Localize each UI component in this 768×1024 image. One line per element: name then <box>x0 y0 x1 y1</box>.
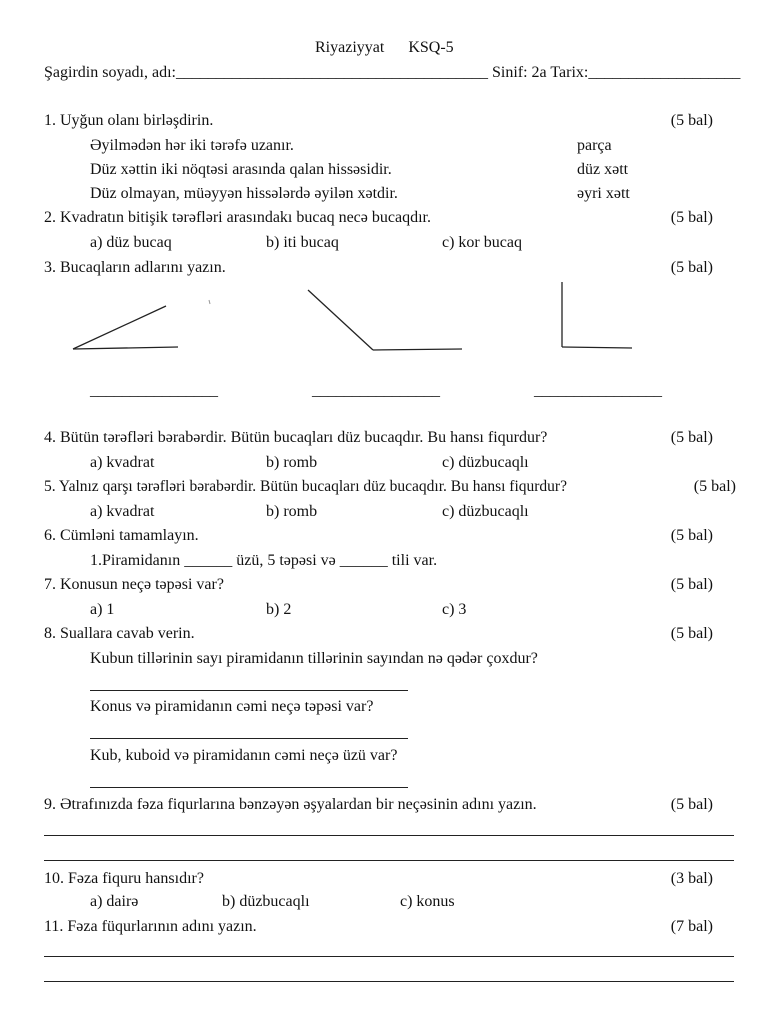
option-b[interactable]: b) 2 <box>266 601 292 618</box>
question-5-text: 5. Yalnız qarşı tərəfləri bərabərdir. Bütün bucaqları düz bucaqdır. Bu hansı fiqurdur? <box>44 478 567 495</box>
option-c[interactable]: c) düzbucaqlı <box>442 503 529 520</box>
option-a[interactable]: a) düz bucaq <box>90 234 172 251</box>
match-left-item[interactable]: Düz olmayan, müəyyən hissələrdə əyilən xətdir. <box>90 185 398 202</box>
match-right-item[interactable]: parça <box>577 137 612 154</box>
obtuse-angle-figure <box>308 290 462 350</box>
answer-line[interactable] <box>90 738 408 739</box>
question-3-text: 3. Bucaqların adlarını yazın. <box>44 259 226 276</box>
student-info-line[interactable]: Şagirdin soyadı, adı:_______________________________________ Sinif: 2a Tarix:___________________ <box>44 64 741 81</box>
question-4-text: 4. Bütün tərəfləri bərabərdir. Bütün bucaqları düz bucaqdır. Bu hansı fiqurdur? <box>44 429 548 446</box>
question-10-points: (3 bal) <box>670 870 713 887</box>
match-right-item[interactable]: düz xətt <box>577 161 629 178</box>
question-2-text: 2. Kvadratın bitişik tərəfləri arasındakı bucaq necə bucaqdır. <box>44 209 431 226</box>
match-right-item[interactable]: əyri xətt <box>577 185 630 202</box>
answer-line[interactable] <box>44 860 734 861</box>
answer-blank[interactable]: ________________ <box>90 382 218 399</box>
sub-question: Kub, kuboid və piramidanın cəmi neçə üzü var? <box>90 747 398 764</box>
option-a[interactable]: a) dairə <box>90 893 139 910</box>
acute-angle-figure <box>73 306 178 349</box>
question-6-points: (5 bal) <box>670 527 713 544</box>
match-left-item[interactable]: Düz xəttin iki nöqtəsi arasında qalan hissəsidir. <box>90 161 392 178</box>
sub-question: Konus və piramidanın cəmi neçə təpəsi var? <box>90 698 374 715</box>
question-2-points: (5 bal) <box>670 209 713 226</box>
question-10-text: 10. Fəza fiquru hansıdır? <box>44 870 204 887</box>
question-7-text: 7. Konusun neçə təpəsi var? <box>44 576 224 593</box>
question-11-points: (7 bal) <box>670 918 713 935</box>
question-9-text: 9. Ətrafınızda fəza fiqurlarına bənzəyən əşyalardan bir neçəsinin adını yazın. <box>44 796 537 813</box>
option-b[interactable]: b) iti bucaq <box>266 234 339 251</box>
question-3-points: (5 bal) <box>670 259 713 276</box>
question-7-points: (5 bal) <box>670 576 713 593</box>
page-title: Riyaziyyat KSQ-5 <box>315 39 454 56</box>
answer-line[interactable] <box>44 835 734 836</box>
answer-line[interactable] <box>44 981 734 982</box>
question-1-points: (5 bal) <box>670 112 713 129</box>
answer-line[interactable] <box>90 787 408 788</box>
answer-blank[interactable]: ________________ <box>312 382 440 399</box>
option-c[interactable]: c) düzbucaqlı <box>442 454 529 471</box>
option-b[interactable]: b) düzbucaqlı <box>222 893 310 910</box>
question-6-text: 6. Cümləni tamamlayın. <box>44 527 199 544</box>
question-11-text: 11. Fəza füqurlarının adını yazın. <box>44 918 257 935</box>
option-a[interactable]: a) kvadrat <box>90 454 155 471</box>
right-angle-figure <box>562 282 632 348</box>
question-4-points: (5 bal) <box>670 429 713 446</box>
question-8-points: (5 bal) <box>670 625 713 642</box>
question-8-text: 8. Suallara cavab verin. <box>44 625 195 642</box>
option-a[interactable]: a) 1 <box>90 601 115 618</box>
question-5-points: (5 bal) <box>693 478 736 495</box>
match-left-item[interactable]: Əyilmədən hər iki tərəfə uzanır. <box>90 137 294 154</box>
stray-mark <box>209 300 210 304</box>
answer-line[interactable] <box>44 956 734 957</box>
answer-blank[interactable]: ________________ <box>534 382 662 399</box>
question-9-points: (5 bal) <box>670 796 713 813</box>
question-1-text: 1. Uyğun olanı birləşdirin. <box>44 112 214 129</box>
option-b[interactable]: b) romb <box>266 503 318 520</box>
sub-question: Kubun tillərinin sayı piramidanın tillərinin sayından nə qədər çoxdur? <box>90 650 538 667</box>
option-c[interactable]: c) 3 <box>442 601 467 618</box>
fill-in-sentence[interactable]: 1.Piramidanın ______ üzü, 5 təpəsi və ______ tili var. <box>90 552 438 569</box>
option-c[interactable]: c) konus <box>400 893 455 910</box>
option-a[interactable]: a) kvadrat <box>90 503 155 520</box>
answer-line[interactable] <box>90 690 408 691</box>
option-c[interactable]: c) kor bucaq <box>442 234 522 251</box>
option-b[interactable]: b) romb <box>266 454 318 471</box>
